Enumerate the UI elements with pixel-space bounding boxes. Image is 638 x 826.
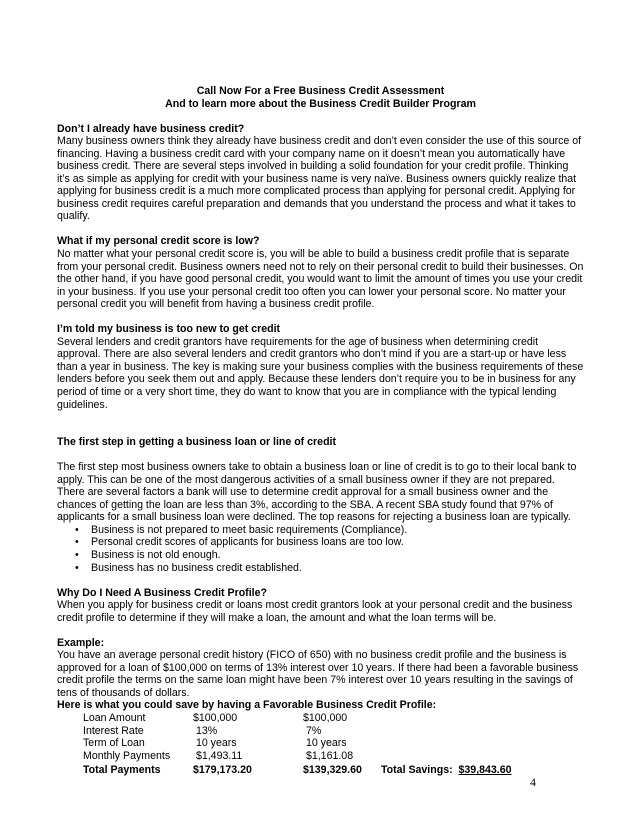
section-heading: Example:	[57, 636, 105, 649]
section-body: The first step most business owners take to obtain a business loan or line of credit is to go to their local bank to apply. This can be one of the most dangerous activities of a small business owner if they are not prepared. There are several factors a bank will use to determine credit approval for a small business owner and the chances of getting the loan are less than 3%, according to the SBA. A recent SBA study found that 97% of applicants for a small business loan were declined. The top reasons for rejecting a business loan are typically.	[57, 461, 577, 524]
section-why-need-profile	[57, 587, 584, 625]
list-item: • Personal credit scores of applicants for business loans are too low.	[57, 536, 584, 549]
document-header	[57, 85, 584, 110]
section-heading: I’m told my business is too new to get credit	[57, 323, 281, 336]
rejection-reasons-list	[57, 524, 584, 574]
section-business-too-new	[57, 323, 584, 411]
section-example	[57, 637, 584, 777]
row-label: Interest Rate	[83, 724, 144, 737]
value-with-profile: $100,000	[303, 711, 348, 724]
row-label: Term of Loan	[83, 737, 145, 750]
value-without-profile: $100,000	[193, 711, 238, 724]
section-body: When you apply for business credit or loans most credit grantors look at your personal credit and the business credit profile to determine if they will make a loan, the amount and what the loan terms will be.	[57, 599, 573, 624]
total-row	[83, 762, 512, 777]
value-without-profile: $1,493.11	[195, 749, 243, 762]
total-savings-label: Total Savings:	[381, 764, 453, 777]
section-personal-score-low	[57, 235, 584, 310]
value-with-profile: 10 years	[305, 737, 347, 750]
total-with-profile: $139,329.60	[303, 764, 362, 777]
section-heading: The first step in getting a business loan or line of credit	[57, 436, 337, 449]
savings-heading: Here is what you could save by having a Favorable Business Credit Profile:	[57, 699, 437, 712]
section-body: Many business owners think they already have business credit and don’t even consider the use of this source of financing. Having a business credit card with your company name on it doesn’t mean you automatically have business credit. There are several steps involved in building a solid foundation for your credit profile. Thinking it’s as simple as applying for credit with your business name is very naïve. Business owners quickly realize that applying for business credit is a much more complicated process than applying for personal credit. Applying for business credit requires careful preparation and demands that you understand the process and what it takes to qualify.	[57, 135, 582, 223]
list-item: • Business is not prepared to meet basic requirements (Compliance).	[57, 524, 584, 537]
header-line-1: Call Now For a Free Business Credit Assessment	[196, 85, 445, 97]
total-without-profile: $179,173.20	[193, 764, 252, 777]
section-heading: What if my personal credit score is low?	[57, 235, 260, 248]
list-item: • Business has no business credit established.	[57, 562, 584, 575]
total-label: Total Payments	[83, 764, 161, 777]
document-page	[57, 85, 584, 777]
value-with-profile: $1,161.08	[305, 749, 354, 762]
total-savings	[381, 762, 512, 777]
list-item: • Business is not old enough.	[57, 549, 584, 562]
table-row	[83, 750, 512, 763]
table-row	[83, 725, 512, 738]
row-label: Loan Amount	[83, 711, 146, 724]
header-line-2: And to learn more about the Business Credit Builder Program	[165, 97, 476, 110]
table-row	[83, 737, 512, 750]
section-heading: Don’t I already have business credit?	[57, 122, 245, 135]
section-first-step	[57, 436, 584, 574]
value-with-profile: 7%	[305, 724, 322, 737]
value-without-profile: 13%	[195, 724, 218, 737]
row-label: Monthly Payments	[83, 749, 171, 762]
total-savings-value: $39,843.60	[458, 764, 512, 777]
section-already-have-credit	[57, 123, 584, 223]
section-body: Several lenders and credit grantors have requirements for the age of business when determining credit approval. There are also several lenders and credit grantors who don’t mind if you are a start-up or have less than a year in business. The key is making sure your business complies with the business requirements of these lenders before you seek them out and apply. Because these lenders don’t require you to be in business for any period of time or a very short time, they do want to know that you are in compliance with the typical lending guidelines.	[57, 335, 584, 411]
section-heading: Why Do I Need A Business Credit Profile?	[57, 586, 267, 599]
page-number: 4	[530, 775, 536, 789]
section-body: You have an average personal credit history (FICO of 650) with no business credit profile and the business is approved for a loan of $100,000 on terms of 13% interest over 10 years. If there had been a favorable business credit profile the terms on the same loan might have been 7% interest over 10 years resulting in the savings of tens of thousands of dollars.	[57, 649, 579, 699]
savings-table	[83, 712, 512, 777]
value-without-profile: 10 years	[195, 737, 237, 750]
table-row	[83, 712, 512, 725]
section-body: No matter what your personal credit score is, you will be able to build a business credit profile that is separate from your personal credit. Business owners need not to rely on their personal credit to build their businesses. On the other hand, if you have good personal credit, you would want to limit the amount of times you use your credit in your business. If you use your personal credit too often you can lower your personal score. No matter your personal credit you will benefit from having a business credit profile.	[57, 248, 584, 311]
